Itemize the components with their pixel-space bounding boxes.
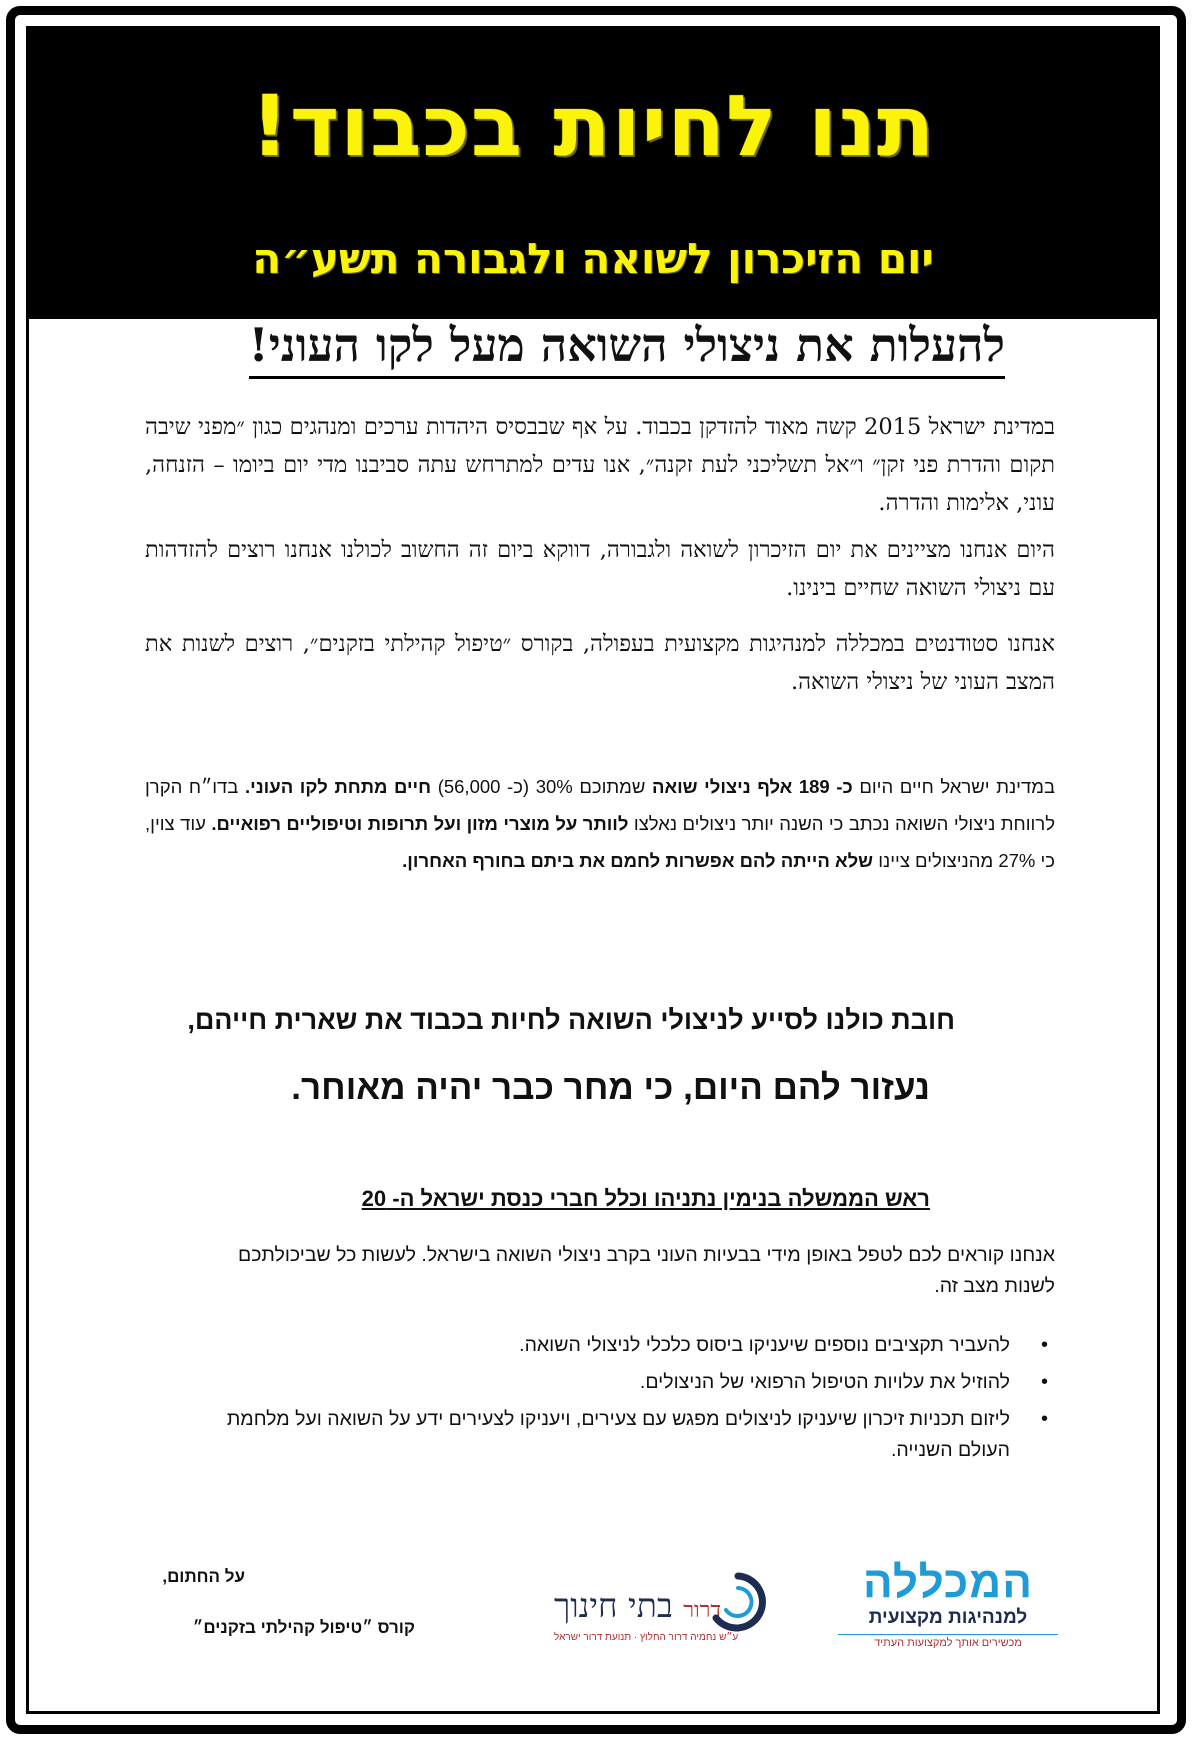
batei-hinuch-tagline: ע״ש נחמיה דרור החלוץ · תנועת דרור ישראל <box>554 1632 739 1643</box>
statistics-paragraph <box>145 768 1055 879</box>
headline: להעלות את ניצולי השואה מעל לקו העוני! <box>249 318 1005 379</box>
stats-bold-2: חיים מתחת לקו העוני. <box>244 776 432 797</box>
list-item <box>185 1330 1048 1361</box>
stats-bold-1: כ- 189 אלף ניצולי שואה <box>651 776 853 797</box>
header-banner <box>29 29 1157 319</box>
call-to-action-line-2: נעזור להם היום, כי מחר כבר יהיה מאוחר. <box>291 1068 930 1107</box>
stats-text-2: שמתוכם 30% (כ- 56,000) <box>431 776 652 797</box>
signature-course: קורס ״טיפול קהילתי בזקנים״ <box>192 1618 415 1637</box>
intro-paragraph-1: במדינת ישראל 2015 קשה מאוד להזדקן בכבוד. על אף שבבסיס היהדות ערכים ומנהגים כגון ״מפני שיבה תקום והדרת פני זקן״ ו״אל תשליכני לעת זקנה״, אנו עדים למתרחש עתה סביבנו מדי יום ביומו – הזנחה, עוני, אלימות והדרה. <box>145 414 1056 516</box>
call-to-action-line-1: חובת כולנו לסייע לניצולי השואה לחיות בכבוד את שארית חייהם, <box>187 1005 955 1035</box>
list-item <box>185 1404 1048 1466</box>
bullet-icon: • <box>1040 1408 1048 1430</box>
demands-list <box>185 1330 1055 1472</box>
stats-text-1: במדינת ישראל חיים היום <box>852 776 1056 797</box>
batei-hinuch-logo <box>548 1566 808 1656</box>
college-logo-tagline: מכשירים אותך למקצועות העתיד <box>838 1634 1058 1649</box>
stats-bold-4: שלא הייתה להם אפשרות לחמם את ביתם בחורף האחרון. <box>402 850 874 871</box>
batei-hinuch-wordmark: בתי חינוך <box>554 1586 673 1625</box>
letter-request: אנחנו קוראים לכם לטפל באופן מידי בבעיות העוני בקרב ניצולי השואה בישראל. לעשות כל שביכולתכם לשנות מצב זה. <box>237 1244 1055 1297</box>
stats-bold-3: לוותר על מוצרי מזון ועל תרופות וטיפוליים רפואיים. <box>211 813 629 834</box>
batei-hinuch-name <box>554 1586 721 1626</box>
bullet-icon: • <box>1040 1334 1048 1356</box>
college-logo-sub: למנהיגות מקצועית <box>868 1607 1028 1628</box>
dror-mark-text: דרור <box>683 1598 722 1623</box>
stats-text-3: בדו״ח הקרן לרווחת ניצולי השואה נכתב כי השנה יותר ניצולים נאלצו <box>145 776 1056 834</box>
intro-paragraph-3: אנחנו סטודנטים במכללה למנהיגות מקצועית בעפולה, בקורס ״טיפול קהילתי בזקנים״, רוצים לשנות את המצב העוני של ניצולי השואה. <box>145 631 1055 695</box>
demand-text: להוזיל את עלויות הטיפול הרפואי של הניצולים. <box>639 1371 1010 1393</box>
signature-opening: על החתום, <box>162 1567 245 1586</box>
bullet-icon: • <box>1040 1371 1048 1393</box>
college-logo-main: המכללה <box>863 1558 1033 1607</box>
list-item <box>185 1367 1048 1398</box>
poster-title: תנו לחיות בכבוד! <box>250 77 936 175</box>
intro-paragraph-2: היום אנחנו מציינים את יום הזיכרון לשואה ולגבורה, דווקא ביום זה החשוב לכולנו אנחנו רוצים להזדהות עם ניצולי השואה שחיים בינינו. <box>145 537 1055 601</box>
poster-subtitle: יום הזיכרון לשואה ולגבורה תשע״ה <box>252 234 934 283</box>
college-logo <box>838 1560 1058 1660</box>
letter-addressee: ראש הממשלה בנימין נתניהו וכלל חברי כנסת ישראל ה- 20 <box>361 1186 930 1211</box>
stats-text-4: עוד צוין, כי 27% מהניצולים ציינו <box>145 813 1055 871</box>
demand-text: ליזום תכניות זיכרון שיעניקו לניצולים מפגש עם צעירים, ויעניקו לצעירים ידע על השואה ועל מלחמת העולם השנייה. <box>226 1408 1010 1461</box>
swirl-logo-icon <box>708 1570 768 1640</box>
demand-text: להעביר תקציבים נוספים שיעניקו ביסוס כלכלי לניצולי השואה. <box>519 1334 1010 1356</box>
